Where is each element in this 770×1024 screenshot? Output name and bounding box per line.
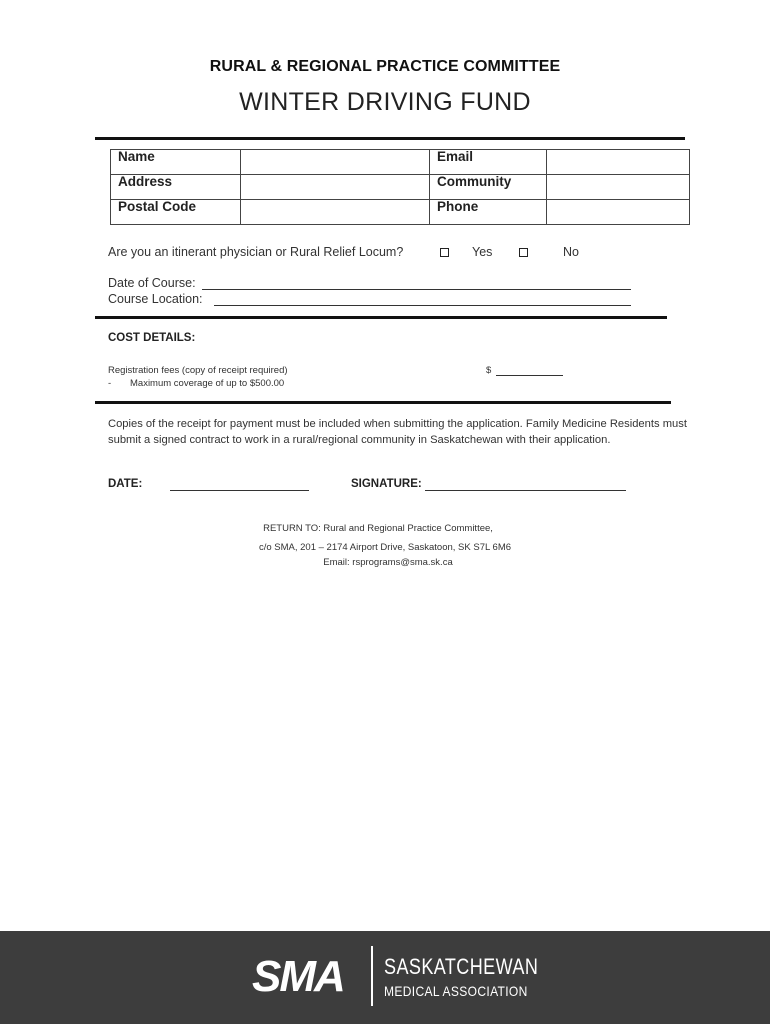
top-rule [95, 137, 685, 140]
date-of-course-label: Date of Course: [108, 276, 196, 290]
signature-label: SIGNATURE: [351, 478, 422, 490]
registration-amount-line[interactable] [496, 375, 563, 376]
email-field[interactable] [547, 150, 690, 175]
instructions-paragraph: Copies of the receipt for payment must be included when submitting the application. Family Medicine Residents must submit a signed contract to work in a rural/regional community in Saskatchewan with their application. [108, 418, 687, 446]
return-email-line: Email: rsprograms@sma.sk.ca [323, 557, 453, 568]
no-checkbox[interactable] [519, 248, 528, 257]
instructions-rule [95, 401, 671, 404]
sma-logo-mark: SMA [252, 952, 344, 1001]
org-name-line1: SASKATCHEWAN [384, 954, 539, 979]
postal-code-label: Postal Code [111, 200, 241, 225]
fund-title: WINTER DRIVING FUND [239, 88, 531, 116]
date-of-course-line[interactable] [202, 289, 631, 290]
yes-label: Yes [472, 245, 493, 259]
course-location-label: Course Location: [108, 292, 203, 306]
logo-divider [371, 946, 373, 1006]
community-field[interactable] [547, 175, 690, 200]
postal-code-field[interactable] [241, 200, 430, 225]
no-label: No [563, 245, 579, 259]
bullet-dash: - [108, 378, 112, 389]
date-label: DATE: [108, 478, 143, 490]
yes-checkbox[interactable] [440, 248, 449, 257]
applicant-info-table [110, 149, 690, 225]
phone-label: Phone [430, 200, 547, 225]
course-location-line[interactable] [214, 305, 631, 306]
table-row [111, 150, 690, 175]
phone-field[interactable] [547, 200, 690, 225]
table-row [111, 200, 690, 225]
cost-details-heading: COST DETAILS: [108, 332, 196, 344]
itinerant-question: Are you an itinerant physician or Rural Relief Locum? [108, 245, 404, 259]
email-label: Email [430, 150, 547, 175]
dollar-sign: $ [486, 365, 492, 376]
name-label: Name [111, 150, 241, 175]
date-line[interactable] [170, 490, 309, 491]
community-label: Community [430, 175, 547, 200]
registration-fees-text: Registration fees (copy of receipt required) [108, 365, 288, 376]
committee-heading: RURAL & REGIONAL PRACTICE COMMITTEE [209, 58, 561, 75]
address-label: Address [111, 175, 241, 200]
org-name-line2: MEDICAL ASSOCIATION [384, 983, 528, 999]
return-address-line: c/o SMA, 201 – 2174 Airport Drive, Saskatoon, SK S7L 6M6 [258, 542, 512, 553]
name-field[interactable] [241, 150, 430, 175]
table-row [111, 175, 690, 200]
maximum-coverage-text: Maximum coverage of up to $500.00 [130, 378, 285, 389]
address-field[interactable] [241, 175, 430, 200]
cost-rule [95, 316, 667, 319]
signature-line[interactable] [425, 490, 626, 491]
return-to-line: RETURN TO: Rural and Regional Practice Committee, [263, 523, 493, 534]
